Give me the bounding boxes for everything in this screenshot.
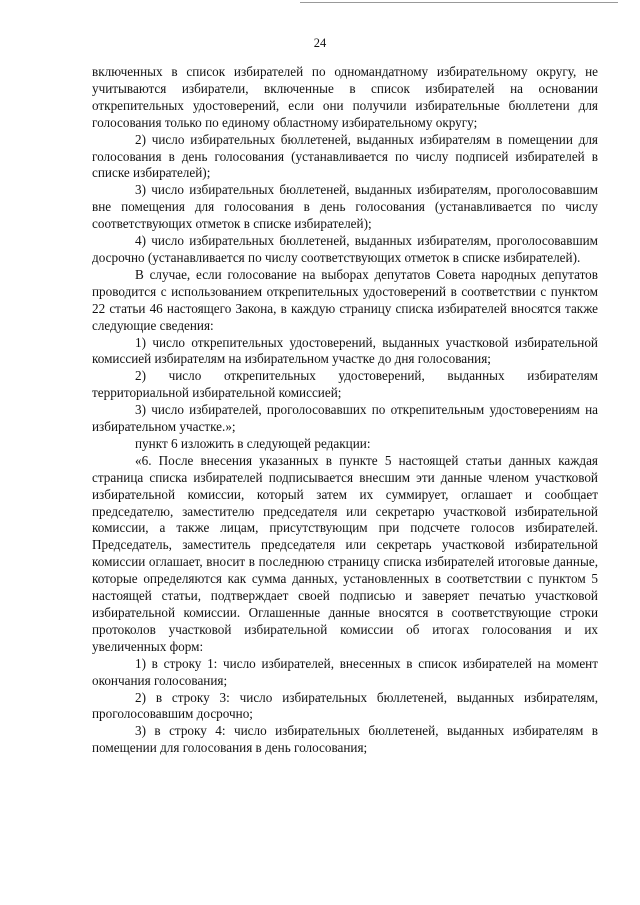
paragraph: включенных в список избирателей по одномандатному избирательному округу, не учитываются избиратели, включенные в список избирателей на основании открепительных удостоверений, если они получили избирательные бюллетени для голосования только по единому областному избирательному округу; — [92, 64, 598, 130]
paragraph: 3) число избирателей, проголосовавших по открепительным удостоверениям на избирательном участке.»; — [92, 402, 598, 435]
paragraph: 2) в строку 3: число избирательных бюллетеней, выданных избирателям, проголосовавшим досрочно; — [92, 689, 598, 722]
paragraph: «6. После внесения указанных в пункте 5 настоящей статьи данных каждая страница списка избирателей подписывается внесшим эти данные членом участковой избирательной комиссии, который затем их суммирует, оглашает и сообщает председателю, заместителю председателя или секретарю участковой избирательной комиссии, а также лицам, присутствующим при подсчете голосов избирателей. Председатель, заместитель председателя или секретарь участковой избирательной комиссии оглашает, вносит в последнюю страницу списка избирателей итоговые данные, которые определяются как сумма данных, установленных в соответствии с пунктом 5 настоящей статьи, подтверждает своей подписью и заверяет печатью участковой избирательной комиссии. Оглашенные данные вносятся в соответствующие строки протоколов участковой избирательной комиссии об итогах голосования и их увеличенных форм: — [92, 452, 598, 654]
page-number: 24 — [313, 36, 327, 50]
paragraph: 3) в строку 4: число избирательных бюллетеней, выданных избирателям в помещении для голосования в день голосования; — [92, 723, 598, 756]
paragraph: 3) число избирательных бюллетеней, выданных избирателям, проголосовавшим вне помещения для голосования в день голосования (устанавливается по числу соответствующих отметок в списке избирателей); — [92, 182, 598, 232]
top-rule — [300, 2, 618, 3]
paragraph: пункт 6 изложить в следующей редакции: — [135, 435, 371, 451]
paragraph: 2) число избирательных бюллетеней, выданных избирателям в помещении для голосования в день голосования (устанавливается по числу подписей избирателей в списке избирателей); — [92, 131, 598, 181]
paragraph: В случае, если голосование на выборах депутатов Совета народных депутатов проводится с использованием открепительных удостоверений в соответствии с пунктом 22 статьи 46 настоящего Закона, в каждую страницу списка избирателей вносятся также следующие сведения: — [92, 266, 598, 333]
paragraph: 2) число открепительных удостоверений, выданных избирателям территориальной избирательной комиссией; — [92, 368, 598, 401]
paragraph: 1) в строку 1: число избирателей, внесенных в список избирателей на момент окончания голосования; — [92, 655, 598, 688]
paragraph: 4) число избирательных бюллетеней, выданных избирателям, проголосовавшим досрочно (устанавливается по числу соответствующих отметок в списке избирателей). — [92, 233, 598, 265]
paragraph: 1) число открепительных удостоверений, выданных участковой избирательной комиссией избирателям на избирательном участке до дня голосования; — [92, 334, 598, 367]
document-body — [92, 64, 598, 757]
